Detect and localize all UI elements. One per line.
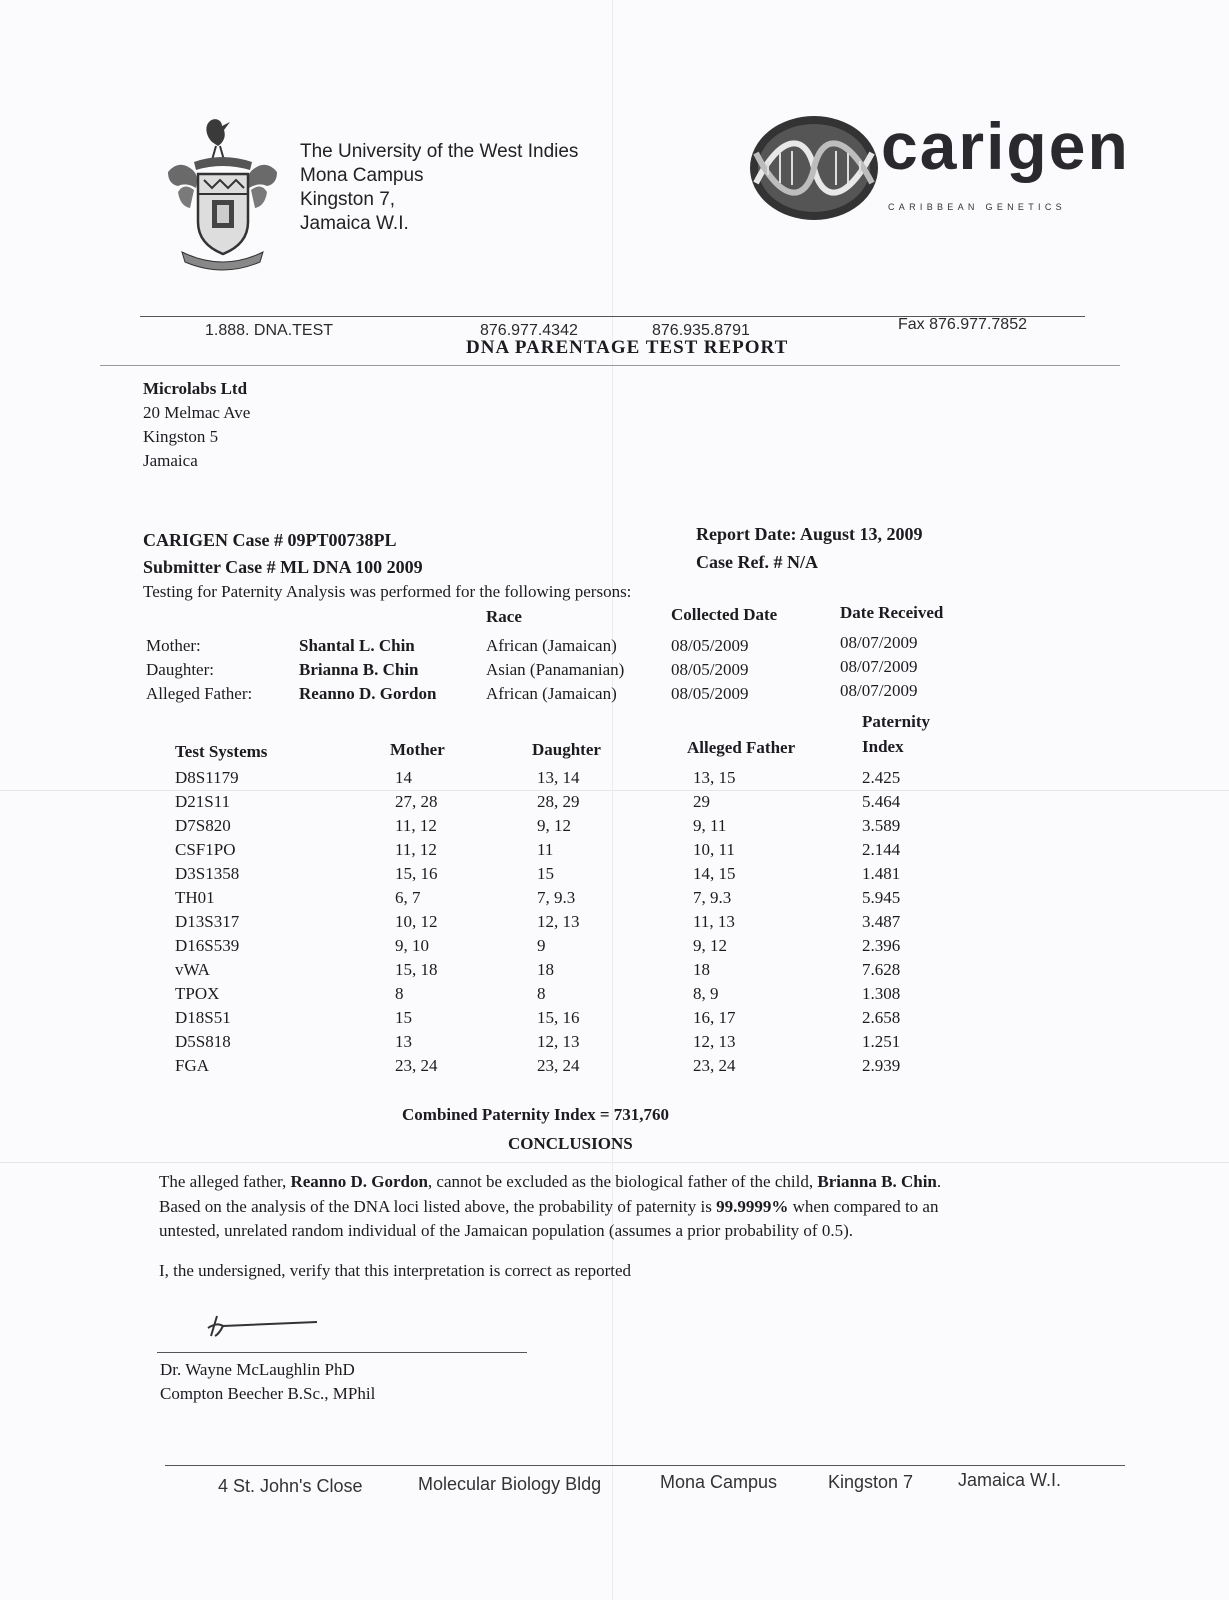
- person-received-date: 08/07/2009: [840, 681, 918, 700]
- table-row: [175, 888, 935, 912]
- father-alleles: 29: [693, 792, 710, 811]
- daughter-alleles: 12, 13: [537, 912, 580, 931]
- signature-mark: [205, 1310, 325, 1340]
- daughter-alleles: 9: [537, 936, 546, 955]
- paternity-index-value: 5.945: [862, 888, 901, 907]
- daughter-alleles: 28, 29: [537, 792, 580, 811]
- father-alleles: 14, 15: [693, 864, 736, 883]
- footer-rule: [165, 1465, 1125, 1466]
- paternity-index-value: 1.481: [862, 864, 901, 883]
- mother-alleles: 8: [395, 984, 404, 1003]
- table-row: [175, 1008, 935, 1032]
- locus-name: D5S818: [175, 1032, 231, 1051]
- daughter-alleles: 13, 14: [537, 768, 580, 787]
- person-name: Shantal L. Chin: [299, 636, 415, 655]
- father-alleles: 18: [693, 960, 710, 979]
- header-mother: Mother: [390, 740, 445, 759]
- paternity-probability: 99.9999%: [716, 1197, 789, 1216]
- locus-name: D18S51: [175, 1008, 231, 1027]
- footer-building: Molecular Biology Bldg: [418, 1474, 602, 1494]
- paternity-index-value: 2.939: [862, 1056, 901, 1075]
- signatories: [160, 1358, 375, 1406]
- footer-campus: Mona Campus: [660, 1472, 778, 1492]
- table-row: [175, 864, 935, 888]
- person-name: Reanno D. Gordon: [299, 684, 437, 703]
- campus-country: Jamaica W.I.: [300, 213, 409, 234]
- daughter-alleles: 11: [537, 840, 554, 859]
- footer-city: Kingston 7: [828, 1472, 914, 1492]
- conclusion-text: Based on the analysis of the DNA loci listed above, the probability of paternity is: [159, 1197, 717, 1216]
- locus-name: D7S820: [175, 816, 231, 835]
- father-alleles: 11, 13: [693, 912, 735, 931]
- daughter-alleles: 15: [537, 864, 554, 883]
- signatory-1: Dr. Wayne McLaughlin PhD: [160, 1360, 355, 1379]
- locus-name: D13S317: [175, 912, 240, 931]
- daughter-alleles: 7, 9.3: [537, 888, 576, 907]
- paternity-index-value: 3.589: [862, 816, 901, 835]
- daughter-alleles: 18: [537, 960, 554, 979]
- signature-line: [157, 1352, 527, 1353]
- locus-name: vWA: [175, 960, 210, 979]
- fax-number: Fax 876.977.7852: [898, 316, 1027, 333]
- person-role: Daughter:: [146, 660, 214, 679]
- header-index: Index: [862, 737, 904, 756]
- person-race: African (Jamaican): [486, 636, 617, 655]
- report-title: DNA PARENTAGE TEST REPORT: [466, 337, 789, 358]
- mother-alleles: 15: [395, 1008, 412, 1027]
- dna-helix-icon: [746, 113, 886, 223]
- father-alleles: 23, 24: [693, 1056, 736, 1075]
- mother-alleles: 11, 12: [395, 840, 437, 859]
- paternity-index-value: 5.464: [862, 792, 901, 811]
- daughter-alleles: 23, 24: [537, 1056, 580, 1075]
- table-row: [175, 768, 935, 792]
- person-collected-date: 08/05/2009: [671, 684, 749, 703]
- campus-name: Mona Campus: [300, 165, 424, 186]
- header-daughter: Daughter: [532, 740, 601, 759]
- mother-alleles: 15, 18: [395, 960, 438, 979]
- locus-name: TH01: [175, 888, 215, 907]
- father-alleles: 16, 17: [693, 1008, 736, 1027]
- father-alleles: 8, 9: [693, 984, 719, 1003]
- father-name: Reanno D. Gordon: [290, 1172, 428, 1191]
- father-alleles: 9, 12: [693, 936, 727, 955]
- mother-alleles: 9, 10: [395, 936, 429, 955]
- conclusion-text: The alleged father,: [159, 1172, 291, 1191]
- paternity-index-value: 2.144: [862, 840, 901, 859]
- conclusion-line-1: [159, 1172, 941, 1192]
- brand-name: carigen: [881, 109, 1130, 183]
- paternity-index-value: 2.396: [862, 936, 901, 955]
- carigen-case-number: CARIGEN Case # 09PT00738PL: [143, 530, 397, 550]
- date-received-header: Date Received: [840, 603, 944, 622]
- signatory-2: Compton Beecher B.Sc., MPhil: [160, 1384, 376, 1403]
- daughter-alleles: 9, 12: [537, 816, 571, 835]
- father-alleles: 9, 11: [693, 816, 727, 835]
- mother-alleles: 6, 7: [395, 888, 421, 907]
- uwi-crest-logo: [160, 112, 285, 277]
- header-paternity: Paternity: [862, 712, 930, 731]
- person-received-date: 08/07/2009: [840, 657, 918, 676]
- mother-alleles: 27, 28: [395, 792, 438, 811]
- recipient-city: Kingston 5: [143, 427, 219, 446]
- locus-name: D8S1179: [175, 768, 239, 787]
- table-row: [175, 960, 935, 984]
- paternity-index-value: 1.308: [862, 984, 901, 1003]
- table-row: [175, 816, 935, 840]
- header-test-systems: Test Systems: [175, 742, 268, 761]
- submitter-case-number: Submitter Case # ML DNA 100 2009: [143, 557, 423, 577]
- mother-alleles: 10, 12: [395, 912, 438, 931]
- table-row: [175, 1032, 935, 1056]
- toll-free-number: 1.888. DNA.TEST: [205, 322, 334, 339]
- conclusion-text: , cannot be excluded as the biological father of the child,: [427, 1172, 818, 1191]
- daughter-alleles: 12, 13: [537, 1032, 580, 1051]
- testing-intro: Testing for Paternity Analysis was performed for the following persons:: [143, 582, 632, 601]
- phone-number-2: 876.935.8791: [652, 322, 750, 339]
- locus-name: TPOX: [175, 984, 220, 1003]
- table-row: [175, 840, 935, 864]
- daughter-alleles: 15, 16: [537, 1008, 580, 1027]
- phone-number-1: 876.977.4342: [480, 322, 578, 339]
- father-alleles: 13, 15: [693, 768, 736, 787]
- locus-name: FGA: [175, 1056, 210, 1075]
- locus-name: D21S11: [175, 792, 231, 811]
- table-row: [175, 1056, 935, 1080]
- mother-alleles: 23, 24: [395, 1056, 438, 1075]
- university-name: The University of the West Indies: [300, 141, 579, 162]
- recipient-company: Microlabs Ltd: [143, 379, 248, 398]
- mother-alleles: 13: [395, 1032, 412, 1051]
- mother-alleles: 15, 16: [395, 864, 438, 883]
- conclusion-line-2: [159, 1197, 938, 1217]
- person-race: Asian (Panamanian): [486, 660, 625, 679]
- daughter-alleles: 8: [537, 984, 546, 1003]
- brand-tagline: CARIBBEAN GENETICS: [888, 202, 1066, 212]
- footer-street: 4 St. John's Close: [218, 1476, 363, 1496]
- verification-statement: I, the undersigned, verify that this interpretation is correct as reported: [159, 1261, 632, 1280]
- table-row: [175, 936, 935, 960]
- conclusion-text: when compared to an: [788, 1197, 939, 1216]
- mother-alleles: 11, 12: [395, 816, 437, 835]
- race-header: Race: [486, 607, 522, 626]
- university-address: [300, 140, 578, 236]
- case-reference: Case Ref. # N/A: [696, 552, 818, 572]
- title-rule: [100, 365, 1120, 366]
- father-alleles: 7, 9.3: [693, 888, 732, 907]
- carigen-logo: [746, 109, 1130, 223]
- person-role: Mother:: [146, 636, 201, 655]
- conclusion-line-3: untested, unrelated random individual of the Jamaican population (assumes a prior probability of 0.5).: [159, 1221, 853, 1240]
- table-row: [175, 912, 935, 936]
- mother-alleles: 14: [395, 768, 412, 787]
- table-row: [175, 984, 935, 1008]
- locus-name: D3S1358: [175, 864, 240, 883]
- recipient-street: 20 Melmac Ave: [143, 403, 251, 422]
- person-collected-date: 08/05/2009: [671, 636, 749, 655]
- conclusions-heading: CONCLUSIONS: [508, 1134, 633, 1153]
- locus-name: CSF1PO: [175, 840, 236, 859]
- paternity-index-value: 2.658: [862, 1008, 901, 1027]
- report-date: Report Date: August 13, 2009: [696, 524, 923, 544]
- conclusion-text: .: [936, 1172, 942, 1191]
- person-race: African (Jamaican): [486, 684, 617, 703]
- header-alleged-father: Alleged Father: [687, 738, 796, 757]
- paternity-index-value: 3.487: [862, 912, 901, 931]
- person-received-date: 08/07/2009: [840, 633, 918, 652]
- table-row: [175, 792, 935, 816]
- campus-city: Kingston 7,: [300, 189, 396, 210]
- paternity-index-value: 7.628: [862, 960, 901, 979]
- locus-name: D16S539: [175, 936, 240, 955]
- collected-date-header: Collected Date: [671, 605, 778, 624]
- person-name: Brianna B. Chin: [299, 660, 419, 679]
- father-alleles: 10, 11: [693, 840, 735, 859]
- person-role: Alleged Father:: [146, 684, 253, 703]
- person-collected-date: 08/05/2009: [671, 660, 749, 679]
- paternity-index-value: 2.425: [862, 768, 901, 787]
- footer-country: Jamaica W.I.: [958, 1470, 1062, 1490]
- recipient-address: [143, 377, 250, 473]
- paper-crease: [0, 1162, 1229, 1163]
- father-alleles: 12, 13: [693, 1032, 736, 1051]
- combined-paternity-index: Combined Paternity Index = 731,760: [402, 1105, 670, 1124]
- paternity-index-value: 1.251: [862, 1032, 901, 1051]
- child-name: Brianna B. Chin: [817, 1172, 937, 1191]
- recipient-country: Jamaica: [143, 451, 198, 470]
